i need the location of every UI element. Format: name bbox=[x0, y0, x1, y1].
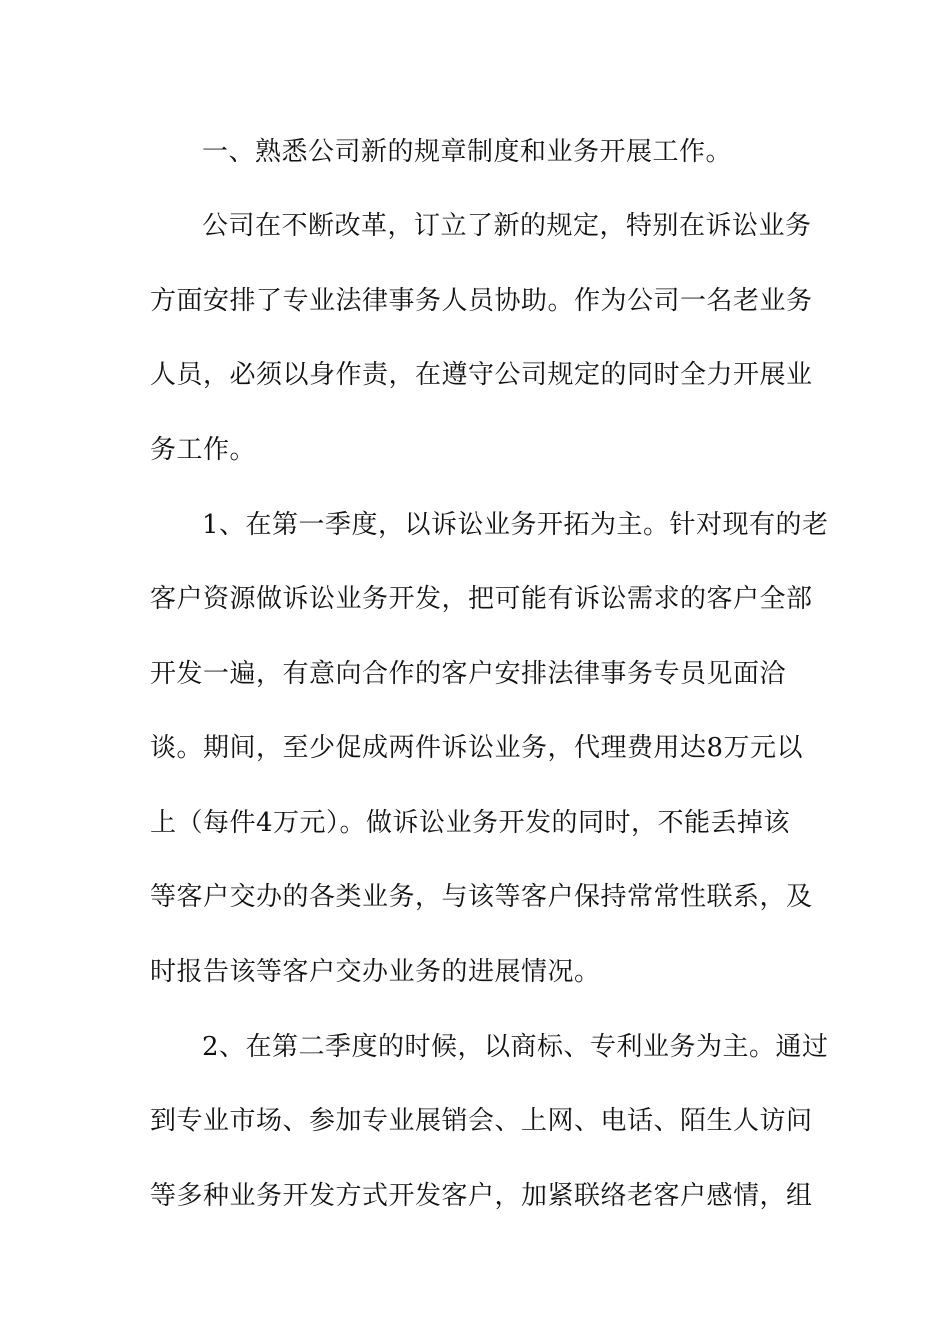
paragraph-line: 到专业市场、参加专业展销会、上网、电话、陌生人访问 bbox=[150, 1106, 813, 1136]
paragraph-line: 公司在不断改革，订立了新的规定，特别在诉讼业务 bbox=[202, 211, 812, 241]
paragraph-line: 上（每件4万元）。做诉讼业务开发的同时，不能丢掉该 bbox=[150, 808, 791, 838]
paragraph-line: 方面安排了专业法律事务人员协助。作为公司一名老业务 bbox=[150, 286, 813, 316]
paragraph-line: 客户资源做诉讼业务开发，把可能有诉讼需求的客户全部 bbox=[150, 584, 813, 614]
paragraph-line: 1、在第一季度，以诉讼业务开拓为主。针对现有的老 bbox=[202, 510, 829, 540]
paragraph-line: 等客户交办的各类业务，与该等客户保持常常性联系，及 bbox=[150, 882, 813, 912]
paragraph-line: 开发一遍，有意向合作的客户安排法律事务专员见面洽 bbox=[150, 659, 787, 689]
paragraph-line: 2、在第二季度的时候，以商标、专利业务为主。通过 bbox=[202, 1032, 829, 1062]
paragraph-line: 时报告该等客户交办业务的进展情况。 bbox=[150, 957, 601, 987]
paragraph-line: 务工作。 bbox=[150, 435, 257, 465]
paragraph-line: 谈。期间，至少促成两件诉讼业务，代理费用达8万元以 bbox=[150, 733, 804, 763]
paragraph-line: 等多种业务开发方式开发客户，加紧联络老客户感情，组 bbox=[150, 1181, 813, 1211]
paragraph-line: 人员，必须以身作责，在遵守公司规定的同时全力开展业 bbox=[150, 360, 813, 390]
section-heading: 一、熟悉公司新的规章制度和业务开展工作。 bbox=[202, 137, 733, 167]
